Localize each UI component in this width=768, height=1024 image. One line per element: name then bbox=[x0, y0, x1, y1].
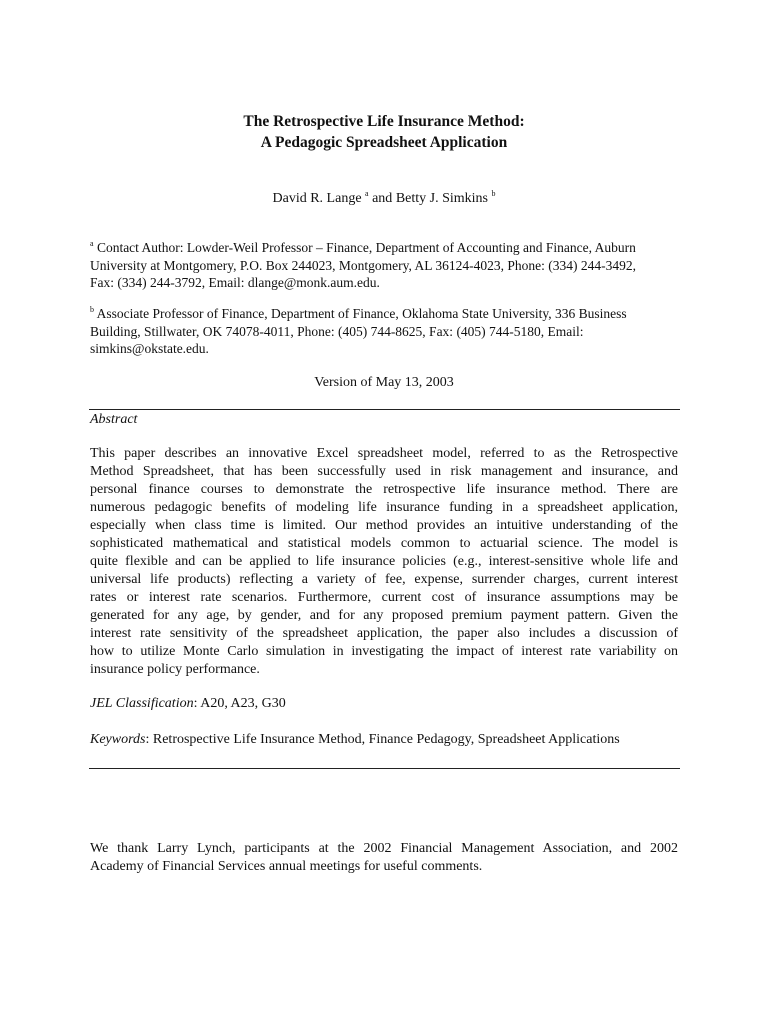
abstract-line: sophisticated mathematical and statistical models common to actuarial science. The model is bbox=[90, 536, 678, 551]
abstract-line: numerous pedagogic benefits of modeling life insurance funding in a spreadsheet application, bbox=[90, 500, 678, 515]
keywords bbox=[90, 730, 620, 750]
affiliation-line: simkins@okstate.edu. bbox=[90, 341, 209, 356]
abstract-heading: Abstract bbox=[90, 412, 138, 427]
author-list bbox=[0, 189, 768, 209]
author-name: David R. Lange bbox=[272, 191, 362, 206]
affiliation-line bbox=[90, 239, 690, 257]
author-name: Betty J. Simkins bbox=[395, 191, 488, 206]
abstract-line: generated for any age, by gender, and for any proposed premium payment pattern. Given the bbox=[90, 608, 678, 623]
author-conjunction: and bbox=[368, 191, 396, 206]
author-affiliation-marker: a bbox=[365, 189, 369, 198]
abstract-body bbox=[90, 445, 678, 679]
keywords-value: : Retrospective Life Insurance Method, Finance Pedagogy, Spreadsheet Applications bbox=[145, 732, 620, 747]
abstract-line: interest rate sensitivity of the spreadsheet application, the paper also includes a discussion of bbox=[90, 626, 678, 641]
affiliation-a bbox=[90, 239, 690, 292]
abstract-line: how to utilize Monte Carlo simulation in investigating the impact of interest rate variability on bbox=[90, 644, 678, 659]
abstract-bottom-rule bbox=[89, 768, 680, 769]
jel-classification bbox=[90, 694, 286, 714]
abstract-line: rates or interest rate scenarios. Furthermore, current cost of insurance assumptions may be bbox=[90, 590, 678, 605]
abstract-line: This paper describes an innovative Excel spreadsheet model, referred to as the Retrospective bbox=[90, 446, 678, 461]
abstract-line: quite flexible and can be applied to life insurance policies (e.g., interest-sensitive whole life and bbox=[90, 554, 678, 569]
affiliation-line: University at Montgomery, P.O. Box 244023, Montgomery, AL 36124-4023, Phone: (334) 244-3492, bbox=[90, 257, 636, 273]
abstract-line: especially when class time is limited. Our method provides an intuitive understanding of the bbox=[90, 518, 678, 533]
affiliation-b bbox=[90, 305, 690, 358]
affiliation-marker: a bbox=[90, 239, 94, 248]
paper-title-line-1: The Retrospective Life Insurance Method: bbox=[243, 113, 525, 130]
abstract-top-rule bbox=[89, 409, 680, 410]
acknowledgement-line: We thank Larry Lynch, participants at the 2002 Financial Management Association, and 2002 bbox=[90, 841, 678, 856]
version-date: Version of May 13, 2003 bbox=[314, 375, 454, 390]
affiliation-text: Associate Professor of Finance, Department of Finance, Oklahoma State University, 336 Business bbox=[94, 306, 627, 321]
affiliation-text: Contact Author: Lowder-Weil Professor – Finance, Department of Accounting and Finance, Auburn bbox=[93, 240, 636, 255]
affiliation-line: Fax: (334) 244-3792, Email: dlange@monk.aum.edu. bbox=[90, 275, 380, 290]
acknowledgement-line: Academy of Financial Services annual meetings for useful comments. bbox=[90, 859, 483, 874]
jel-value: : A20, A23, G30 bbox=[193, 696, 286, 711]
paper-title-line-2: A Pedagogic Spreadsheet Application bbox=[260, 134, 508, 151]
affiliation-line: Building, Stillwater, OK 74078-4011, Phone: (405) 744-8625, Fax: (405) 744-5180, Email: bbox=[90, 323, 584, 339]
abstract-line: Method Spreadsheet, that has been successfully used in risk management and insurance, and bbox=[90, 464, 678, 479]
abstract-line: personal finance courses to demonstrate the retrospective life insurance method. There are bbox=[90, 482, 678, 497]
author-affiliation-marker: b bbox=[491, 189, 496, 198]
jel-label: JEL Classification bbox=[90, 696, 194, 711]
acknowledgement bbox=[90, 840, 678, 876]
abstract-line: insurance policy performance. bbox=[90, 662, 260, 677]
affiliation-marker: b bbox=[90, 305, 94, 314]
keywords-label: Keywords bbox=[90, 732, 146, 747]
affiliation-line bbox=[90, 305, 690, 323]
abstract-line: universal life products) reflecting a variety of fee, expense, surrender charges, current interest bbox=[90, 572, 678, 587]
